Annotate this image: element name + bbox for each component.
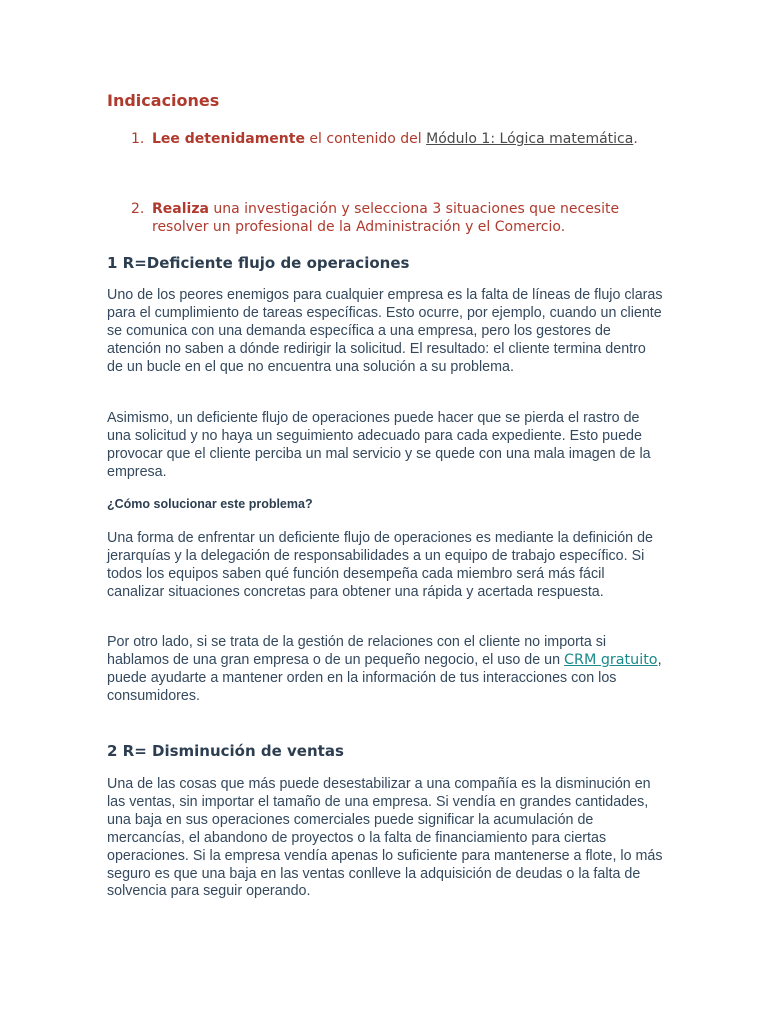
instruction-text-end: .	[633, 131, 638, 147]
instruction-text: una investigación y selecciona 3 situaciones que necesite resolver un profesional de la Administración y el Comercio.	[152, 201, 620, 235]
section-1-crm-paragraph: Por otro lado, si se trata de la gestión de relaciones con el cliente no importa si hablamos de una gran empresa o de un pequeño negocio, el uso de un CRM gratuito, puede ayudarte a mantener orden en la información de tus interacciones con los consumidores.	[107, 634, 662, 704]
section-2-paragraph: Una de las cosas que más puede desestabilizar a una compañía es la disminución en las ventas, sin importar el tamaño de una empresa. Si vendía en grandes cantidades, una baja en sus operaciones comerciales puede significar la acumulación de mercancías, el abandono de proyectos o la falta de financiamiento para ciertas operaciones. Si la empresa vendía apenas lo suficiente para mantenerse a flote, lo más seguro es que una baja en las ventas conlleve la adquisición de deudas o la falta de solvencia para seguir operando.	[107, 776, 663, 900]
instruction-bold: Lee detenidamente	[152, 131, 305, 147]
section-1-title: 1 R=Deficiente flujo de operaciones	[107, 254, 410, 272]
module-link[interactable]: Módulo 1: Lógica matemática	[426, 131, 634, 147]
instruction-item-1	[107, 130, 667, 148]
instruction-item-2	[107, 200, 667, 236]
section-1-question: ¿Cómo solucionar este problema?	[107, 497, 313, 511]
instructions-heading: Indicaciones	[107, 91, 220, 110]
crm-link[interactable]: CRM gratuito	[564, 651, 658, 668]
section-1-paragraph-2: Asimismo, un deficiente flujo de operaciones puede hacer que se pierda el rastro de una solicitud y no haya un seguimiento adecuado para cada expediente. Esto puede provocar que el cliente perciba un mal servicio y se quede con una mala imagen de la empresa.	[107, 410, 651, 480]
section-2-title: 2 R= Disminución de ventas	[107, 742, 344, 760]
section-1-paragraph-1: Uno de los peores enemigos para cualquier empresa es la falta de líneas de flujo claras para el cumplimiento de tareas específicas. Esto ocurre, por ejemplo, cuando un cliente se comunica con una demanda específica a una empresa, pero los gestores de atención no saben a dónde redirigir la solicitud. El resultado: el cliente termina dentro de un bucle en el que no encuentra una solución a su problema.	[107, 287, 663, 375]
list-number: 2.	[131, 201, 145, 217]
instruction-text: el contenido del	[304, 131, 427, 147]
list-number: 1.	[131, 131, 145, 147]
instruction-bold: Realiza	[152, 201, 209, 217]
section-1-solution-paragraph: Una forma de enfrentar un deficiente flujo de operaciones es mediante la definición de jerarquías y la delegación de responsabilidades a un equipo de trabajo específico. Si todos los equipos saben qué función desempeña cada miembro será más fácil canalizar situaciones concretas para obtener una rápida y acertada respuesta.	[107, 530, 654, 600]
